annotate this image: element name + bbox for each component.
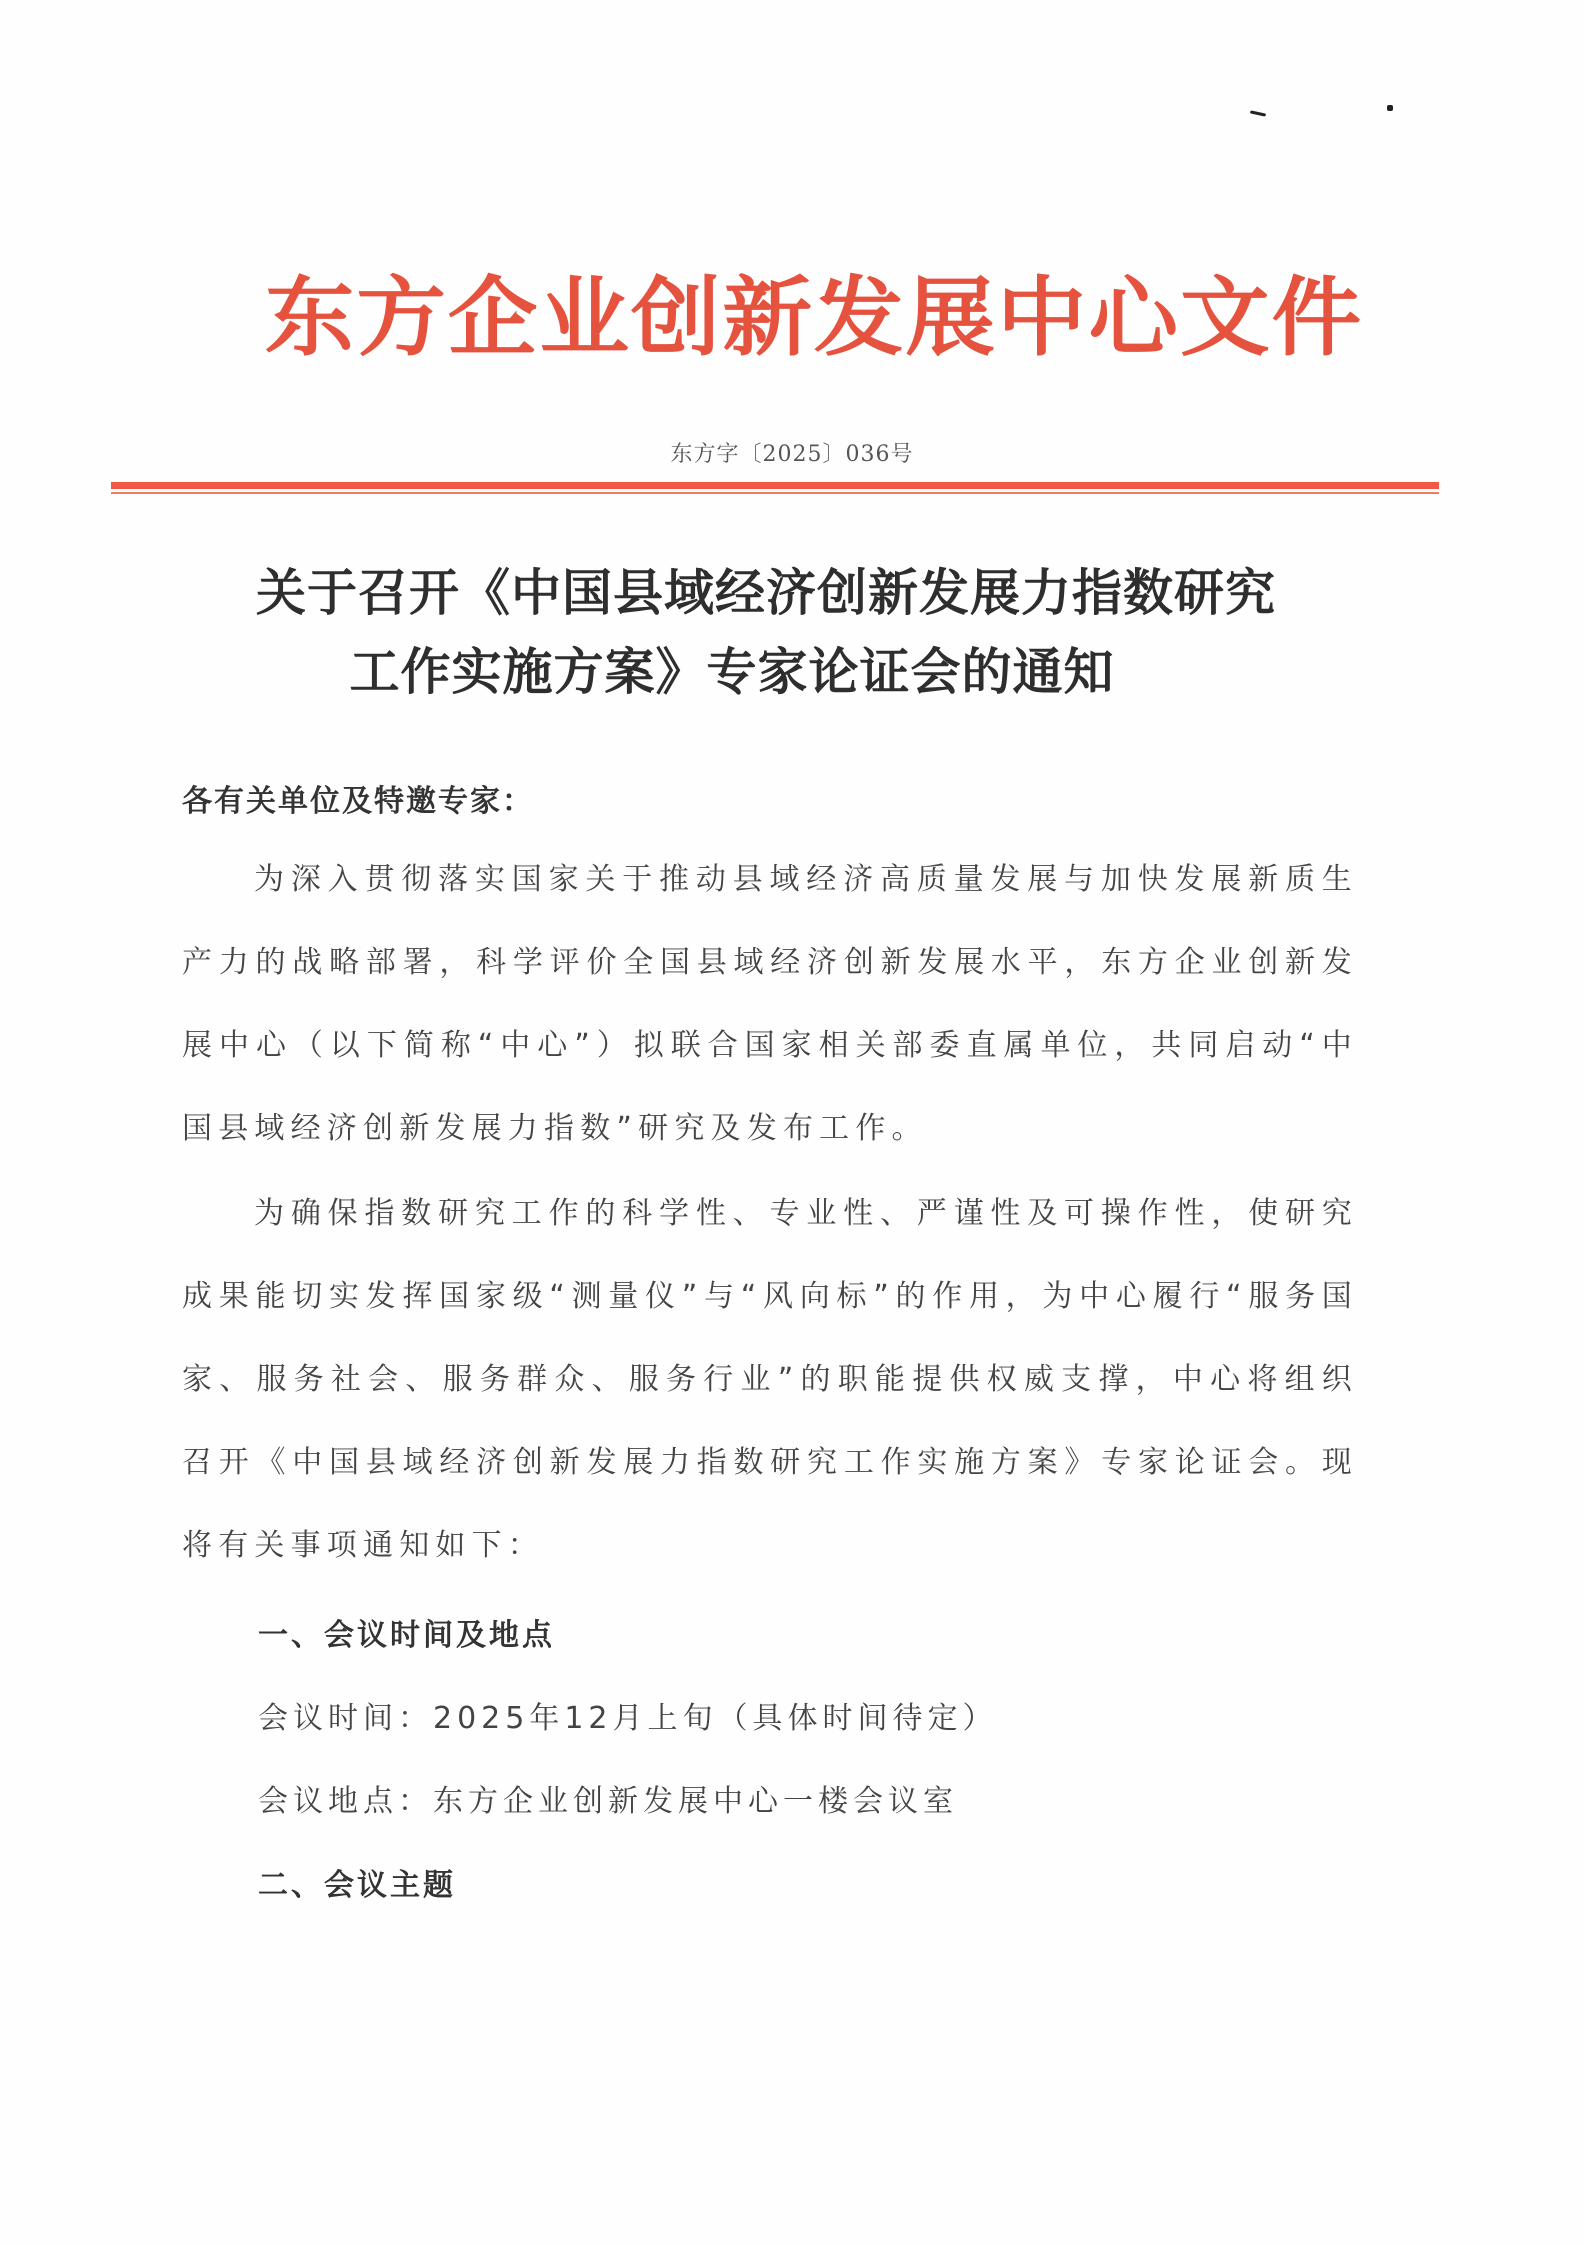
red-divider-thick [111,482,1439,489]
meeting-time: 会议时间：2025年12月上旬（具体时间待定） [258,1701,998,1736]
salutation: 各有关单位及特邀专家： [182,784,534,819]
notice-title-line-2: 工作实施方案》专家论证会的通知 [349,643,1115,701]
meeting-location: 会议地点：东方企业创新发展中心一楼会议室 [258,1784,958,1819]
section-heading-theme: 二、会议主题 [258,1868,456,1903]
red-divider-thin [111,492,1439,494]
section-heading-time-location: 一、会议时间及地点 [258,1618,555,1653]
body-paragraph: 为确保指数研究工作的科学性、专业性、严谨性及可操作性，使研究成果能切实发挥国家级“测量仪”与“风向标”的作用，为中心履行“服务国家、服务社会、服务群众、服务行业”的职能提供权威支撑，中心将组织召开《中国县域经济创新发展力指数研究工作实施方案》专家论证会。现将有关事项通知如下： [182,1196,1358,1563]
notice-title-line-1: 关于召开《中国县域经济创新发展力指数研究 [256,564,1276,622]
body-paragraph: 为深入贯彻落实国家关于推动县域经济高质量发展与加快发展新质生产力的战略部署，科学评价全国县域经济创新发展水平，东方企业创新发展中心（以下简称“中心”）拟联合国家相关部委直属单位，共同启动“中国县域经济创新发展力指数”研究及发布工作。 [182,862,1358,1146]
org-document-title: 东方企业创新发展中心文件 [264,268,1364,368]
document-number: 东方字〔2025〕036号 [670,442,914,467]
scan-speck [1250,110,1266,116]
scan-speck [1387,105,1393,111]
